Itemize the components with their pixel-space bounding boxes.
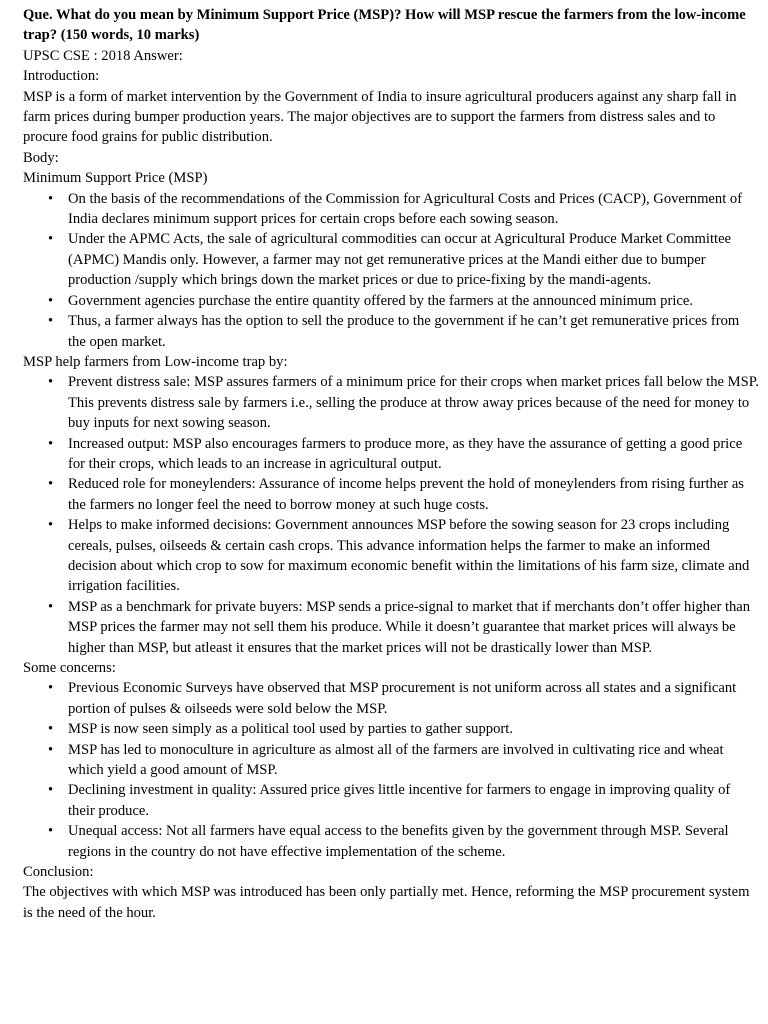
question-heading: Que. What do you mean by Minimum Support Price (MSP)? How will MSP rescue the farmers from the low-income trap? (150 words, 10 marks) — [23, 7, 746, 44]
list-item-text: Government agencies purchase the entire quantity offered by the farmers at the announced minimum price. — [68, 292, 694, 309]
help-section-heading: MSP help farmers from Low-income trap by: — [23, 353, 288, 370]
list-item-text: Declining investment in quality: Assured price gives little incentive for farmers to engage in improving quality of their produce. — [68, 782, 731, 819]
list-item-text: Under the APMC Acts, the sale of agricultural commodities can occur at Agricultural Produce Market Committee (APMC) Mandis only. However, a farmer may not get remunerative prices at the Mandi either due to bumper production /supply which brings down the market prices or due to price-fixing by the mandi-agents. — [68, 231, 732, 289]
list-item — [48, 189, 760, 230]
bullet-icon: • — [48, 190, 54, 207]
concerns-section-heading: Some concerns: — [23, 660, 116, 676]
list-item — [48, 229, 760, 290]
bullet-icon: • — [48, 721, 54, 738]
msp-section-heading: Minimum Support Price (MSP) — [23, 170, 208, 187]
conclusion-heading: Conclusion: — [23, 864, 94, 881]
bullet-icon: • — [48, 292, 54, 309]
conclusion-text: The objectives with which MSP was introduced has been only partially met. Hence, reforming the MSP procurement system is the need of the hour. — [23, 884, 750, 921]
list-item-text: Thus, a farmer always has the option to sell the produce to the government if he can’t get remunerative prices from the open market. — [68, 313, 740, 350]
list-item-text: Previous Economic Surveys have observed that MSP procurement is not uniform across all states and a significant portion of pulses & oilseeds were sold below the MSP. — [68, 680, 737, 717]
list-item — [48, 597, 760, 658]
list-item-text: MSP is now seen simply as a political tool used by parties to gather support. — [68, 721, 513, 738]
list-item — [48, 291, 760, 311]
list-item-text: MSP has led to monoculture in agriculture as almost all of the farmers are involved in cultivating rice and wheat which yield a good amount of MSP. — [68, 741, 724, 779]
help-section-list — [23, 372, 760, 658]
bullet-icon: • — [48, 598, 54, 615]
bullet-icon: • — [48, 435, 54, 452]
source-label: UPSC CSE : 2018 Answer: — [23, 47, 183, 64]
list-item-text: Increased output: MSP also encourages farmers to produce more, as they have the assurance of getting a good price for their crops, which leads to an increase in agricultural output. — [68, 435, 743, 472]
msp-section-list — [23, 189, 760, 352]
list-item — [48, 780, 760, 821]
list-item-text: Prevent distress sale: MSP assures farmers of a minimum price for their crops when market prices fall below the MSP. This prevents distress sale by farmers i.e., selling the produce at throw away prices because of the need for money to buy inputs for next sowing season. — [68, 374, 759, 432]
bullet-icon: • — [48, 313, 54, 330]
list-item-text: MSP as a benchmark for private buyers: MSP sends a price-signal to market that if merchants don’t offer higher than MSP prices the farmer may not sell them his produce. While it doesn’t guarantee that market prices will always be higher than MSP, but atleast it ensures that the market prices will not be drastically lower than MSP. — [68, 598, 751, 656]
bullet-icon: • — [48, 517, 54, 534]
bullet-icon: • — [48, 374, 54, 391]
bullet-icon: • — [48, 741, 54, 758]
bullet-icon: • — [48, 231, 54, 248]
list-item — [48, 821, 760, 862]
list-item — [48, 515, 760, 597]
list-item — [48, 434, 760, 475]
concerns-section-list — [23, 678, 760, 862]
list-item — [48, 719, 760, 739]
list-item-text: Reduced role for moneylenders: Assurance of income helps prevent the hold of moneylenders from rising further as the farmers no longer feel the need to borrow money at such huge costs. — [68, 476, 744, 513]
list-item-text: On the basis of the recommendations of the Commission for Agricultural Costs and Prices (CACP), Government of India declares minimum support prices for certain crops before each sowing season. — [68, 190, 743, 228]
list-item-text: Unequal access: Not all farmers have equal access to the benefits given by the government through MSP. Several regions in the country do not have effective implementation of the scheme. — [68, 823, 729, 860]
bullet-icon: • — [48, 680, 54, 697]
list-item-text: Helps to make informed decisions: Government announces MSP before the sowing season for 23 crops including cereals, pulses, oilseeds & certain cash crops. This advance information helps the farmer to make an informed decision about which crop to sow for maximum economic benefit within the limitations of his farm size, climate and irrigation facilities. — [68, 517, 750, 595]
body-heading: Body: — [23, 149, 59, 166]
list-item — [48, 372, 760, 433]
list-item — [48, 678, 760, 719]
bullet-icon: • — [48, 782, 54, 799]
introduction-heading: Introduction: — [23, 68, 100, 85]
list-item — [48, 474, 760, 515]
bullet-icon: • — [48, 476, 54, 493]
list-item — [48, 311, 760, 352]
introduction-text: MSP is a form of market intervention by the Government of India to insure agricultural producers against any sharp fall in farm prices during bumper production years. The major objectives are to support the farmers from distress sales and to procure food grains for public distribution. — [23, 88, 737, 146]
list-item — [48, 740, 760, 781]
bullet-icon: • — [48, 823, 54, 840]
